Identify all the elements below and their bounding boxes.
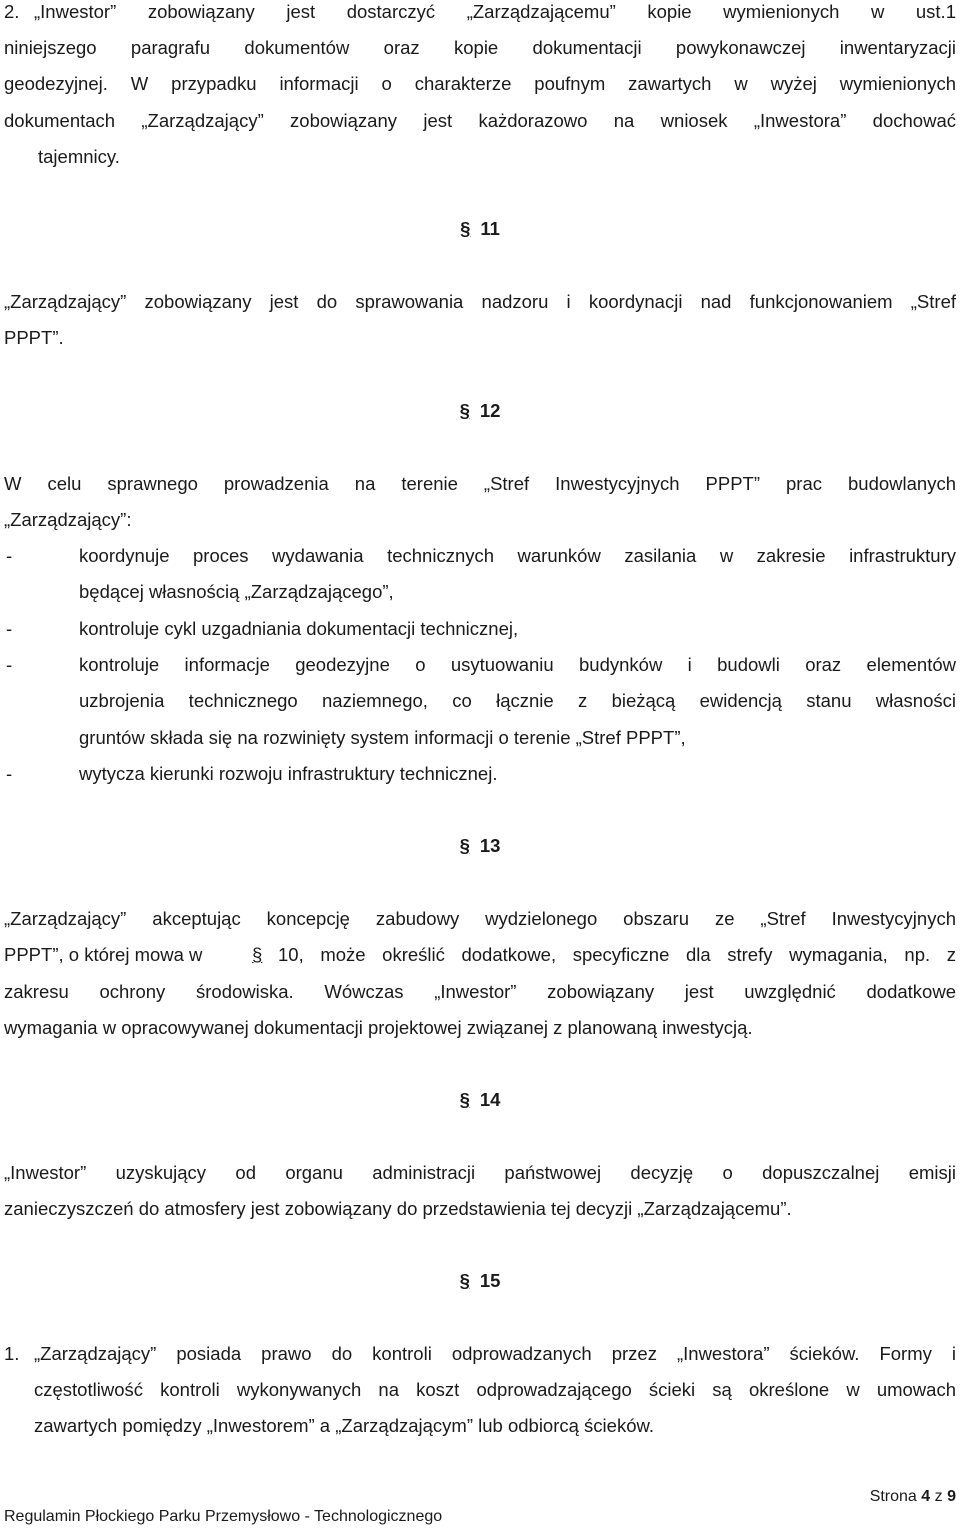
section-number: 15 xyxy=(479,1270,501,1291)
page-number xyxy=(870,1487,956,1507)
list-bullet: - xyxy=(6,654,13,675)
list-item-line: gruntów składa się na rozwinięty system informacji o terenie „Stref PPPT”, xyxy=(79,727,686,748)
paragraph-line: „Zarządzający”: xyxy=(4,509,132,530)
section-heading-11 xyxy=(0,218,960,240)
section-symbol: § xyxy=(459,1270,470,1291)
paragraph-line-part: PPPT”, o której mowa w xyxy=(4,944,203,965)
paragraph-line: „Zarządzający” zobowiązany jest do sprawowania nadzoru i koordynacji nad funkcjonowaniem „Stref xyxy=(4,291,956,312)
paragraph-line: „Inwestor” zobowiązany jest dostarczyć „Zarządzającemu” kopie wymienionych w ust.1 xyxy=(34,1,956,22)
section-symbol: § xyxy=(252,944,263,965)
section-number: 14 xyxy=(479,1089,501,1110)
section-number: 13 xyxy=(479,835,501,856)
list-bullet: - xyxy=(6,763,13,784)
page-total: 9 xyxy=(947,1488,956,1505)
section-number: 11 xyxy=(480,218,500,239)
list-item-line: kontroluje cykl uzgadniania dokumentacji technicznej, xyxy=(79,618,519,639)
paragraph-line-part: 10, może określić dodatkowe, specyficzne dla strefy wymagania, np. z xyxy=(278,944,956,965)
section-symbol: § xyxy=(459,835,470,856)
paragraph-number: 2. xyxy=(4,1,20,22)
page-of: z xyxy=(934,1488,943,1505)
paragraph-line: częstotliwość kontroli wykonywanych na koszt odprowadzającego ścieki są określone w umowach xyxy=(34,1379,956,1400)
paragraph-line: PPPT”. xyxy=(4,327,64,348)
paragraph-line: W celu sprawnego prowadzenia na terenie „Stref Inwestycyjnych PPPT” prac budowlanych xyxy=(4,473,956,494)
paragraph-line: wymagania w opracowywanej dokumentacji projektowej związanej z planowaną inwestycją. xyxy=(4,1017,753,1038)
paragraph-line: „Zarządzający” akceptując koncepcję zabudowy wydzielonego obszaru ze „Stref Inwestycyjnych xyxy=(4,908,956,929)
paragraph-number: 1. xyxy=(4,1343,20,1364)
section-symbol: § xyxy=(460,218,471,239)
paragraph-line: dokumentach „Zarządzający” zobowiązany jest każdorazowo na wniosek „Inwestora” dochować xyxy=(4,110,956,131)
section-heading-15 xyxy=(0,1270,960,1292)
paragraph-line: zanieczyszczeń do atmosfery jest zobowiązany do przedstawienia tej decyzji „Zarządzającemu”. xyxy=(4,1198,792,1219)
list-item-line: kontroluje informacje geodezyjne o usytuowaniu budynków i budowli oraz elementów xyxy=(79,654,956,675)
section-symbol: § xyxy=(459,400,470,421)
footer-title: Regulamin Płockiego Parku Przemysłowo - Technologicznego xyxy=(4,1508,443,1525)
paragraph-line: tajemnicy. xyxy=(38,146,120,167)
list-bullet: - xyxy=(6,545,13,566)
list-item-line: koordynuje proces wydawania technicznych warunków zasilania w zakresie infrastruktury xyxy=(79,545,956,566)
section-heading-12 xyxy=(0,400,960,422)
paragraph-line: niniejszego paragrafu dokumentów oraz kopie dokumentacji powykonawczej inwentaryzacji xyxy=(4,37,956,58)
page-current: 4 xyxy=(921,1488,931,1505)
page-label: Strona xyxy=(869,1488,917,1505)
paragraph-line: geodezyjnej. W przypadku informacji o charakterze poufnym zawartych w wyżej wymienionych xyxy=(4,73,956,94)
section-heading-14 xyxy=(0,1089,960,1111)
section-number: 12 xyxy=(479,400,501,421)
list-item-line: uzbrojenia technicznego naziemnego, co łącznie z bieżącą ewidencją stanu własności xyxy=(79,690,956,711)
section-symbol: § xyxy=(459,1089,470,1110)
paragraph-line: „Zarządzający” posiada prawo do kontroli odprowadzanych przez „Inwestora” ścieków. Formy i xyxy=(34,1343,956,1364)
section-heading-13 xyxy=(0,835,960,857)
list-bullet: - xyxy=(6,618,13,639)
paragraph-line: zakresu ochrony środowiska. Wówczas „Inwestor” zobowiązany jest uwzględnić dodatkowe xyxy=(4,981,956,1002)
list-item-line: będącej własnością „Zarządzającego”, xyxy=(79,581,394,602)
paragraph-line: „Inwestor” uzyskujący od organu administracji państwowej decyzję o dopuszczalnej emisji xyxy=(4,1162,956,1183)
paragraph-line: zawartych pomiędzy „Inwestorem” a „Zarządzającym” lub odbiorcą ścieków. xyxy=(34,1415,654,1436)
list-item-line: wytycza kierunki rozwoju infrastruktury technicznej. xyxy=(79,763,498,784)
